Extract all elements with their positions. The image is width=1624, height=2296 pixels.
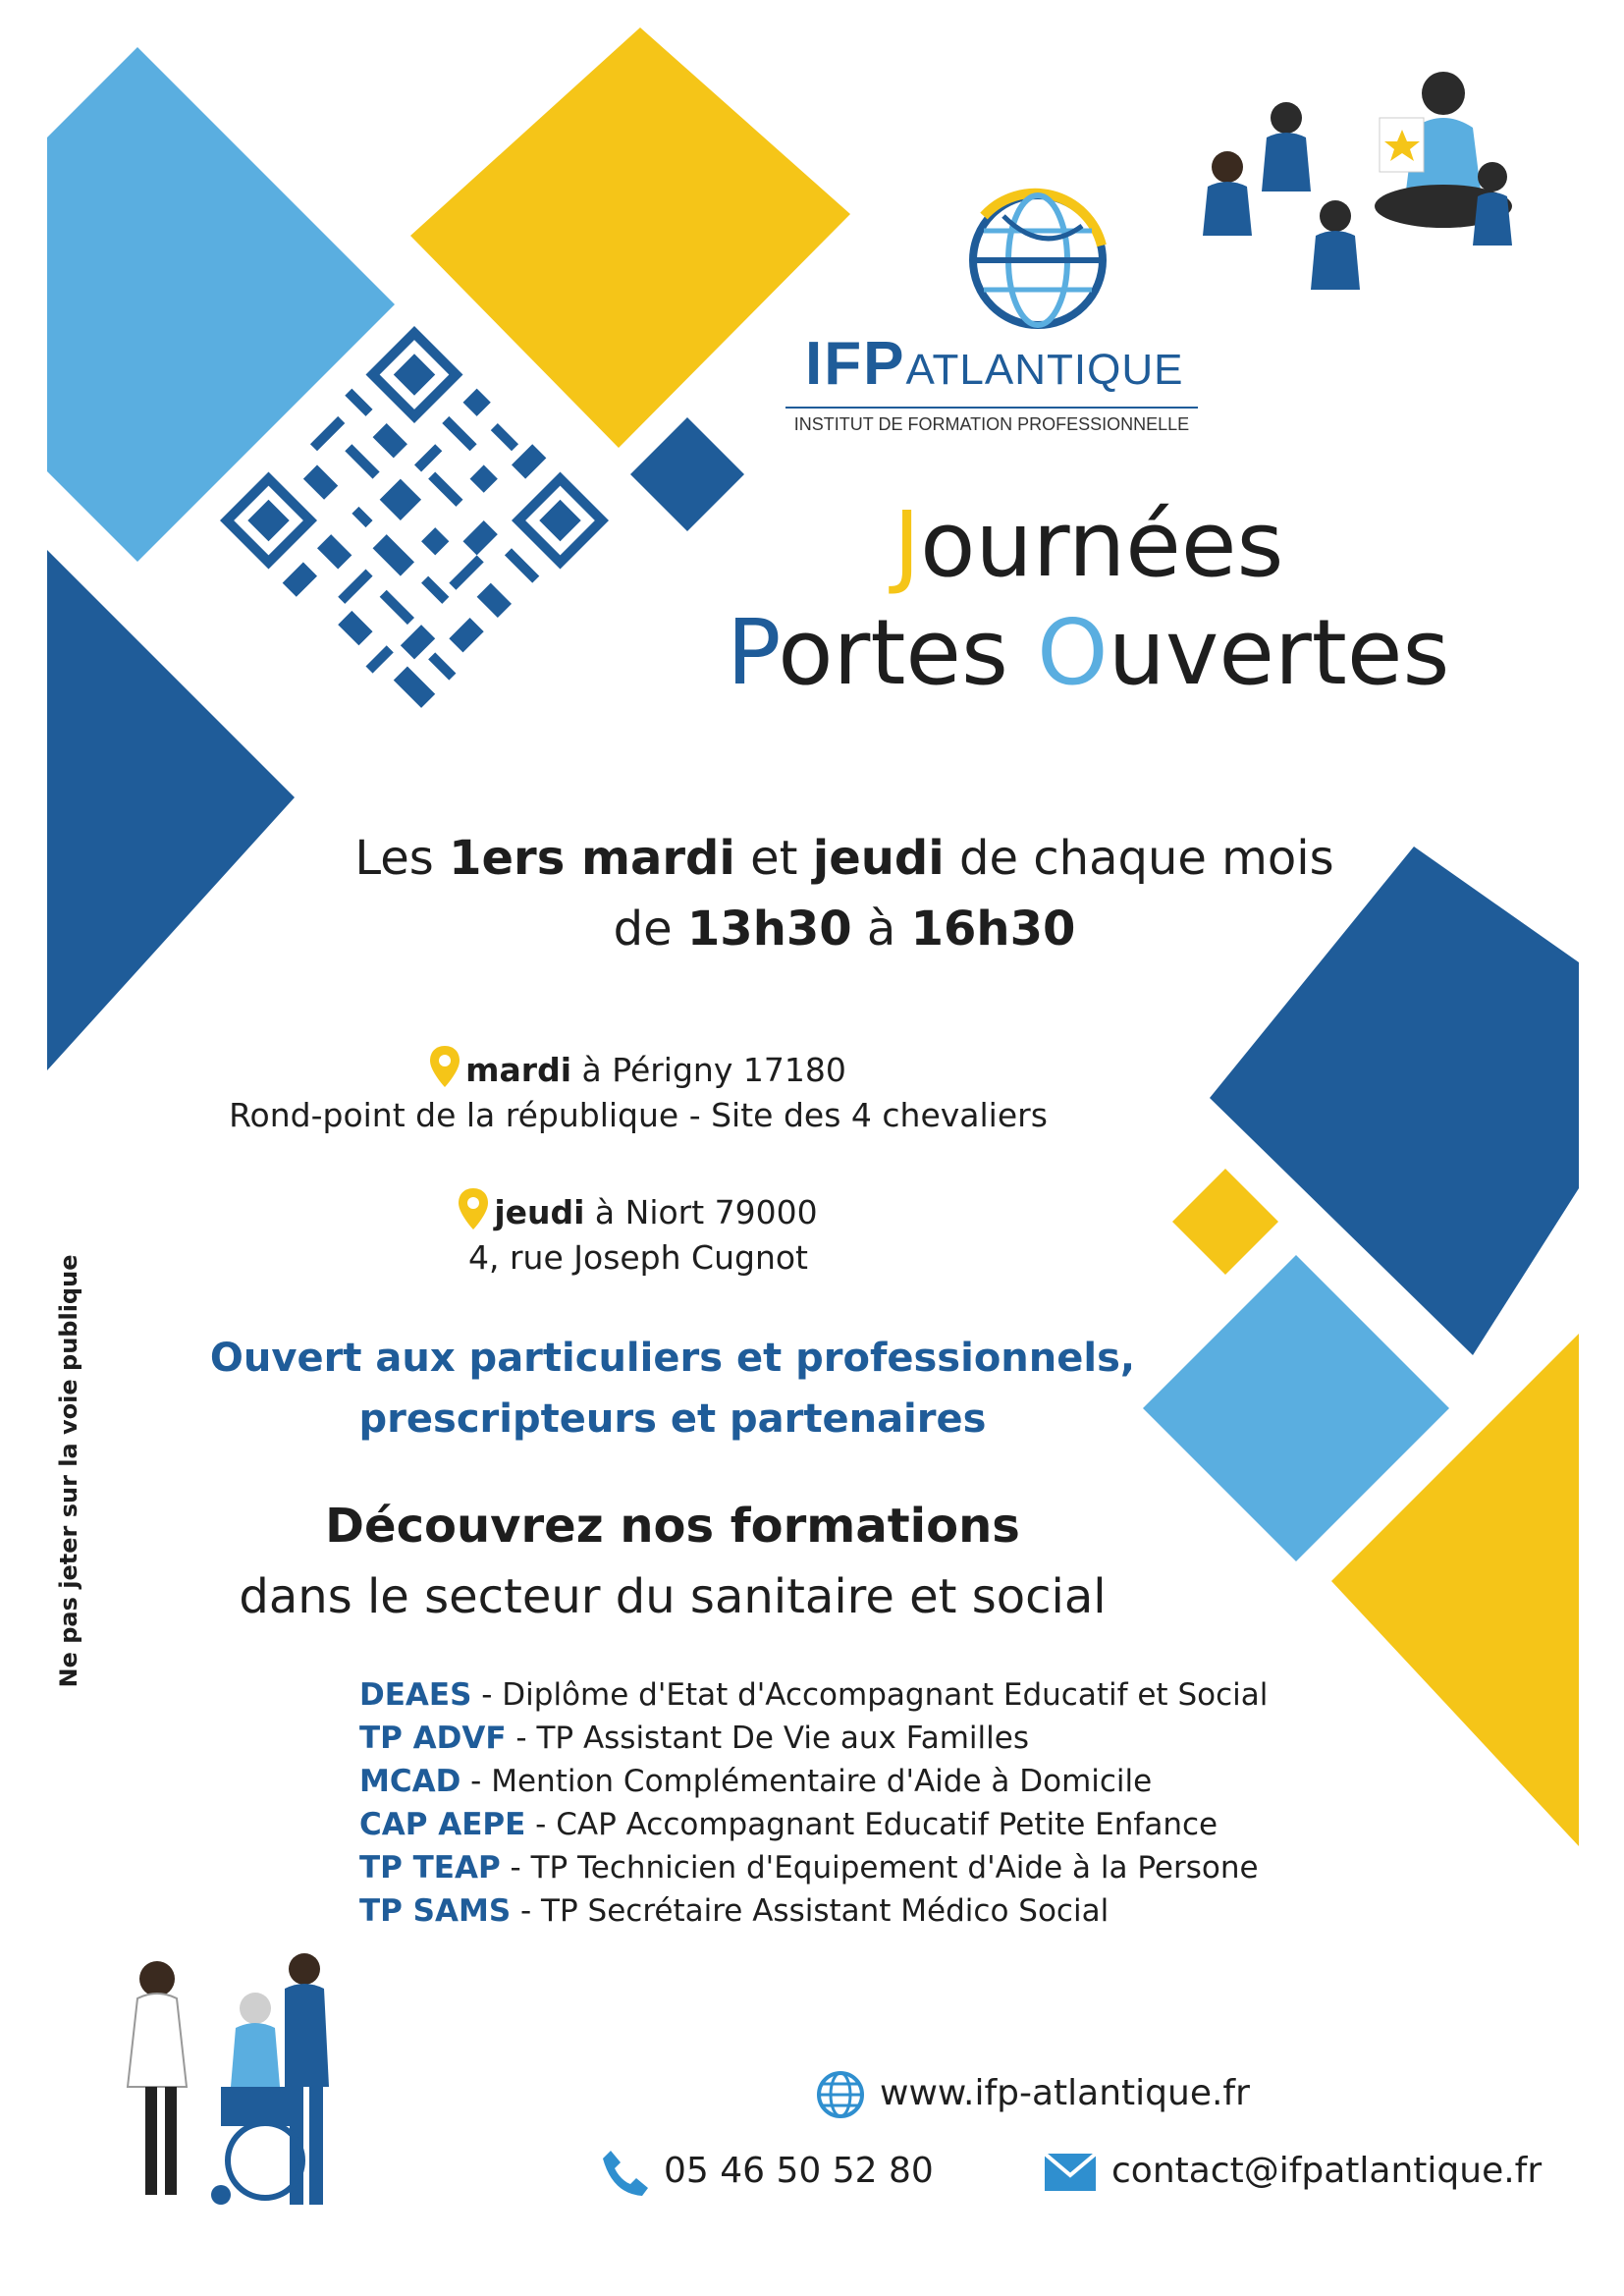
location-pin-icon bbox=[430, 1046, 460, 1087]
title-journees: ournées bbox=[920, 492, 1284, 597]
formation-desc: - TP Assistant De Vie aux Familles bbox=[506, 1721, 1029, 1756]
formation-code: TP SAMS bbox=[359, 1893, 512, 1929]
audience bbox=[167, 1328, 1178, 1449]
discover-subheading: dans le secteur du sanitaire et social bbox=[239, 1569, 1107, 1624]
list-item bbox=[359, 1673, 1341, 1717]
location-day: mardi bbox=[465, 1051, 572, 1089]
title-initial-p: P bbox=[727, 600, 779, 705]
location-day: jeudi bbox=[494, 1193, 585, 1231]
schedule-text: à bbox=[851, 902, 911, 957]
globe-icon bbox=[815, 2069, 866, 2120]
list-item bbox=[359, 1803, 1341, 1846]
formation-code: CAP AEPE bbox=[359, 1807, 526, 1842]
formation-desc: - TP Technicien d'Equipement d'Aide à la Persone bbox=[500, 1850, 1259, 1886]
discover-heading: Découvrez nos formations bbox=[325, 1499, 1020, 1554]
website[interactable] bbox=[815, 2066, 1250, 2121]
healthcare-illustration bbox=[108, 1949, 383, 2224]
globe-logo-icon bbox=[964, 187, 1111, 334]
title-initial-o: O bbox=[1037, 600, 1109, 705]
formation-desc: - Mention Complémentaire d'Aide à Domicile bbox=[460, 1764, 1153, 1799]
formation-code: MCAD bbox=[359, 1764, 461, 1799]
schedule-days-first: 1ers mardi bbox=[449, 831, 735, 886]
list-item bbox=[359, 1760, 1341, 1803]
location-niort bbox=[196, 1188, 1080, 1281]
formation-code: TP TEAP bbox=[359, 1850, 501, 1886]
schedule-end-time: 16h30 bbox=[910, 902, 1076, 957]
logo-ifp: IFP bbox=[805, 330, 906, 398]
schedule-text: et bbox=[734, 831, 813, 886]
location-address: 4, rue Joseph Cugnot bbox=[468, 1238, 808, 1277]
location-place: à Niort 79000 bbox=[584, 1193, 818, 1231]
schedule-text: Les bbox=[354, 831, 450, 886]
children-illustration bbox=[1168, 59, 1522, 314]
phone-icon bbox=[599, 2147, 650, 2198]
schedule-text: de bbox=[613, 902, 687, 957]
formation-code: TP ADVF bbox=[359, 1721, 507, 1756]
formation-desc: - Diplôme d'Etat d'Accompagnant Educatif et Social bbox=[471, 1677, 1269, 1713]
title-initial-j: J bbox=[893, 492, 921, 597]
audience-line: Ouvert aux particuliers et professionnels, bbox=[209, 1336, 1136, 1381]
website-link[interactable]: www.ifp-atlantique.fr bbox=[880, 2073, 1250, 2113]
discover bbox=[157, 1491, 1188, 1632]
location-pin-icon bbox=[459, 1188, 488, 1230]
audience-line: prescripteurs et partenaires bbox=[358, 1396, 987, 1442]
logo bbox=[776, 187, 1198, 442]
list-item bbox=[359, 1889, 1341, 1933]
page-title bbox=[727, 491, 1610, 707]
phone[interactable] bbox=[599, 2144, 934, 2199]
formation-code: DEAES bbox=[359, 1677, 472, 1713]
list-item bbox=[359, 1717, 1341, 1760]
email-address[interactable]: contact@ifpatlantique.fr bbox=[1111, 2151, 1543, 2191]
side-note: Ne pas jeter sur la voie publique bbox=[55, 1254, 82, 1688]
formation-desc: - CAP Accompagnant Educatif Petite Enfance bbox=[525, 1807, 1218, 1842]
logo-subtitle: INSTITUT DE FORMATION PROFESSIONNELLE bbox=[793, 414, 1190, 434]
title-ouvertes: uvertes bbox=[1108, 600, 1450, 705]
schedule-start-time: 13h30 bbox=[686, 902, 852, 957]
schedule-text: de chaque mois bbox=[944, 831, 1334, 886]
formations-list bbox=[359, 1673, 1341, 1933]
mail-icon bbox=[1043, 2152, 1098, 2193]
title-portes: ortes bbox=[778, 600, 1038, 705]
logo-atlantique: ATLANTIQUE bbox=[905, 346, 1184, 394]
location-address: Rond-point de la république - Site des 4 chevaliers bbox=[229, 1096, 1048, 1134]
phone-number[interactable]: 05 46 50 52 80 bbox=[664, 2151, 934, 2191]
location-place: à Périgny 17180 bbox=[571, 1051, 846, 1089]
schedule-day-thursday: jeudi bbox=[812, 831, 945, 886]
list-item bbox=[359, 1846, 1341, 1889]
formation-desc: - TP Secrétaire Assistant Médico Social bbox=[511, 1893, 1110, 1929]
email[interactable] bbox=[1043, 2144, 1542, 2199]
schedule bbox=[295, 823, 1394, 964]
location-perigny bbox=[196, 1046, 1080, 1138]
